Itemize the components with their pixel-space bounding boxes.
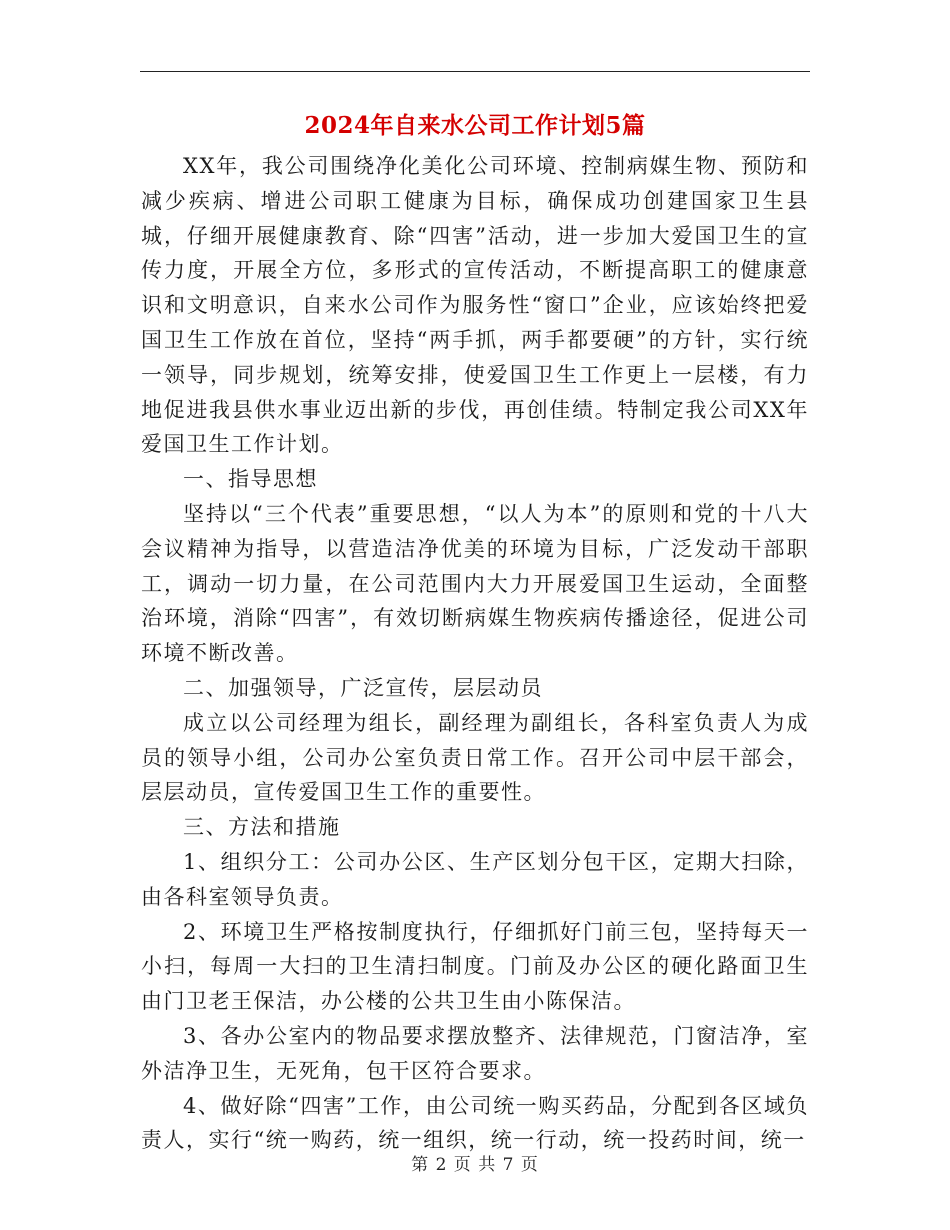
footer-prefix: 第	[411, 1155, 430, 1175]
paragraph-method-4: 4、做好除“四害”工作，由公司统一购买药品，分配到各区域负责人，实行“统一购药，统一组织，统一行动，统一投药时间，统一	[141, 1093, 809, 1153]
paragraph-guiding-thought: 坚持以“三个代表”重要思想，“以人为本”的原则和党的十八大会议精神为指导，以营造洁净优美的环境为目标，广泛发动干部职工，调动一切力量，在公司范围内大力开展爱国卫生运动，全面整治环境，消除“四害”，有效切断病媒生物疾病传播途径，促进公司环境不断改善。	[141, 501, 809, 666]
document-title: 2024年自来水公司工作计划5篇	[304, 112, 646, 139]
footer-total-pages: 7	[502, 1155, 515, 1175]
footer-middle: 页 共	[453, 1155, 497, 1175]
paragraph-leadership: 成立以公司经理为组长，副经理为副组长，各科室负责人为成员的领导小组，公司办公室负责日常工作。召开公司中层干部会，层层动员，宣传爱国卫生工作的重要性。	[141, 710, 809, 805]
paragraph-method-2: 2、环境卫生严格按制度执行，仔细抓好门前三包，坚持每天一小扫，每周一大扫的卫生清扫制度。门前及办公区的硬化路面卫生由门卫老王保洁，办公楼的公共卫生由小陈保洁。	[141, 919, 809, 1014]
footer-suffix: 页	[520, 1155, 539, 1175]
section-heading-leadership: 二、加强领导，广泛宣传，层层动员	[183, 675, 543, 700]
section-heading-guiding-thought: 一、指导思想	[183, 467, 318, 492]
header-rule	[140, 71, 810, 72]
page-footer	[0, 1150, 950, 1180]
footer-current-page: 2	[435, 1155, 448, 1175]
paragraph-method-3: 3、各办公室内的物品要求摆放整齐、法律规范，门窗洁净，室外洁净卫生，无死角，包干区符合要求。	[141, 1023, 809, 1083]
document-body	[141, 149, 809, 1158]
paragraph-intro: XX年，我公司围绕净化美化公司环境、控制病媒生物、预防和减少疾病、增进公司职工健康为目标，确保成功创建国家卫生县城，仔细开展健康教育、除“四害”活动，进一步加大爱国卫生的宣传力度，开展全方位，多形式的宣传活动，不断提高职工的健康意识和文明意识，自来水公司作为服务性“窗口”企业，应该始终把爱国卫生工作放在首位，坚持“两手抓，两手都要硬”的方针，实行统一领导，同步规划，统筹安排，使爱国卫生工作更上一层楼，有力地促进我县供水事业迈出新的步伐，再创佳绩。特制定我公司XX年爱国卫生工作计划。	[141, 154, 809, 457]
section-heading-methods: 三、方法和措施	[183, 815, 341, 840]
paragraph-method-1: 1、组织分工：公司办公区、生产区划分包干区，定期大扫除，由各科室领导负责。	[141, 849, 809, 909]
